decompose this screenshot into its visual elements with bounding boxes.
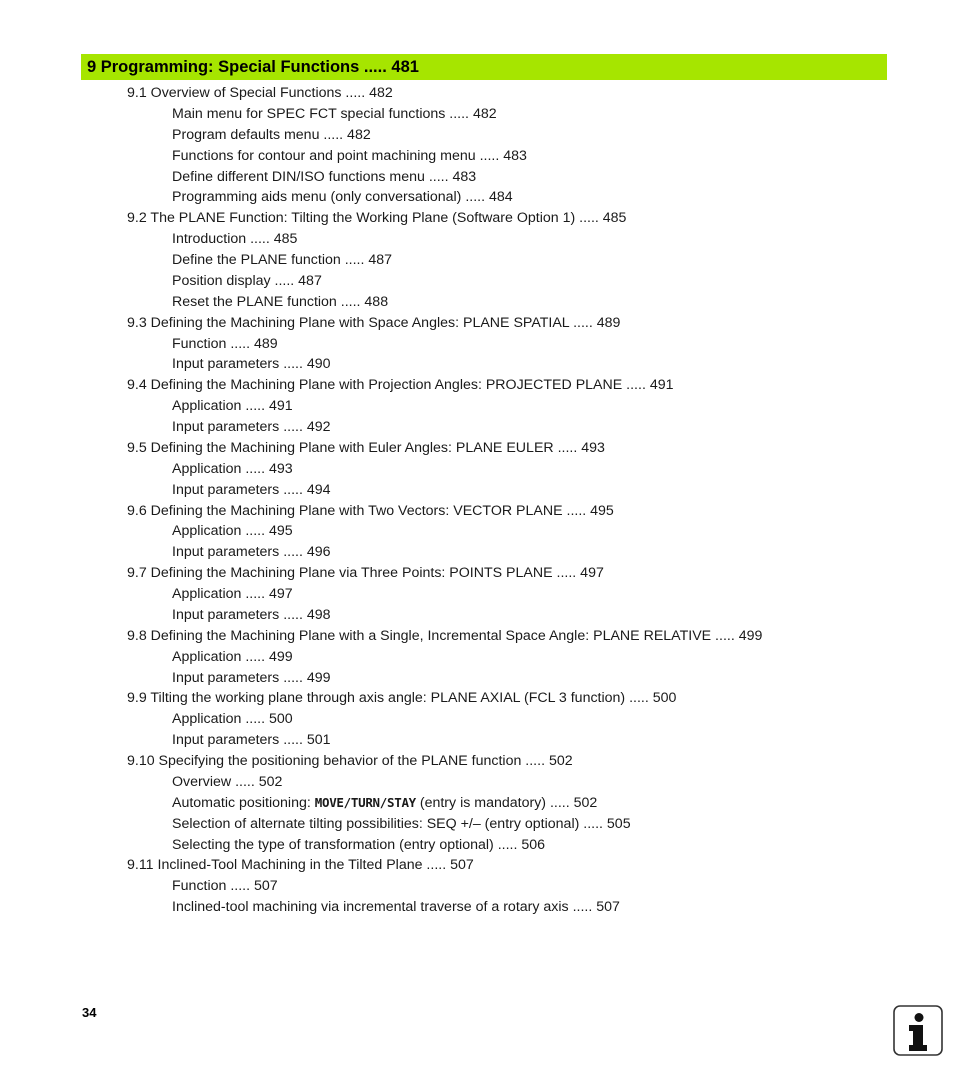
toc-section-entry[interactable]: 9.7 Defining the Machining Plane via Three Points: POINTS PLANE ..... 497 (127, 565, 604, 582)
toc-subsection-entry[interactable]: Programming aids menu (only conversational) ..... 484 (172, 189, 513, 206)
toc-entry-suffix: (entry is mandatory) ..... 502 (415, 794, 598, 811)
toc-subsection-entry[interactable] (0, 793, 954, 814)
toc-subsection-entry[interactable]: Function ..... 489 (172, 335, 278, 352)
toc-subsection-entry[interactable]: Application ..... 497 (172, 586, 293, 602)
toc-subsection-entry[interactable]: Introduction ..... 485 (172, 231, 298, 248)
toc-subsection-entry[interactable]: Inclined-tool machining via incremental traverse of a rotary axis ..... 507 (172, 899, 620, 916)
toc-subsection-entry[interactable]: Define the PLANE function ..... 487 (172, 252, 393, 268)
toc-subsection-entry[interactable]: Position display ..... 487 (172, 272, 322, 289)
toc-subsection-entry[interactable]: Application ..... 495 (172, 523, 293, 540)
toc-subsection-entry[interactable]: Selection of alternate tilting possibilities: SEQ +/– (entry optional) ..... 505 (172, 815, 631, 832)
toc-section-entry[interactable]: 9.3 Defining the Machining Plane with Space Angles: PLANE SPATIAL ..... 489 (127, 314, 621, 331)
toc-section-entry[interactable]: 9.9 Tilting the working plane through axis angle: PLANE AXIAL (FCL 3 function) ..... 500 (127, 690, 677, 707)
toc-entry-text: Automatic positioning: (172, 794, 315, 811)
info-icon (893, 1005, 943, 1056)
toc-subsection-entry[interactable]: Application ..... 493 (172, 460, 293, 477)
toc-subsection-entry[interactable]: Functions for contour and point machining menu ..... 483 (172, 147, 527, 164)
toc-subsection-entry[interactable]: Input parameters ..... 501 (172, 732, 331, 749)
toc-section-entry[interactable]: 9.11 Inclined-Tool Machining in the Tilted Plane ..... 507 (127, 857, 474, 874)
toc-entry-code: MOVE/TURN/STAY (314, 794, 416, 810)
table-of-contents (0, 83, 954, 918)
toc-subsection-entry[interactable]: Input parameters ..... 492 (172, 419, 331, 435)
toc-subsection-entry[interactable]: Input parameters ..... 498 (172, 606, 331, 623)
toc-subsection-entry[interactable]: Program defaults menu ..... 482 (172, 126, 371, 143)
page-number: 34 (82, 1005, 97, 1020)
toc-subsection-entry[interactable]: Main menu for SPEC FCT special functions ..... 482 (172, 105, 497, 122)
toc-subsection-entry[interactable]: Application ..... 500 (172, 711, 293, 728)
toc-subsection-entry[interactable]: Define different DIN/ISO functions menu ..... 483 (172, 168, 477, 185)
toc-subsection-entry[interactable]: Function ..... 507 (172, 878, 278, 895)
toc-section-entry[interactable]: 9.8 Defining the Machining Plane with a Single, Incremental Space Angle: PLANE RELATIVE ..... 499 (127, 627, 763, 644)
toc-subsection-entry[interactable]: Input parameters ..... 499 (172, 669, 331, 686)
toc-subsection-entry[interactable]: Input parameters ..... 490 (172, 356, 331, 373)
toc-section-entry[interactable]: 9.4 Defining the Machining Plane with Projection Angles: PROJECTED PLANE ..... 491 (127, 377, 674, 394)
toc-subsection-entry[interactable]: Reset the PLANE function ..... 488 (172, 293, 389, 310)
toc-section-entry[interactable]: 9.10 Specifying the positioning behavior of the PLANE function ..... 502 (127, 753, 573, 769)
toc-section-entry[interactable]: 9.6 Defining the Machining Plane with Two Vectors: VECTOR PLANE ..... 495 (127, 502, 614, 519)
toc-subsection-entry[interactable]: Input parameters ..... 496 (172, 544, 331, 561)
toc-subsection-entry[interactable]: Application ..... 491 (172, 398, 293, 415)
toc-subsection-entry[interactable]: Input parameters ..... 494 (172, 481, 331, 498)
toc-subsection-entry[interactable]: Overview ..... 502 (172, 773, 283, 790)
toc-subsection-entry[interactable]: Selecting the type of transformation (entry optional) ..... 506 (172, 836, 546, 853)
toc-section-entry[interactable]: 9.1 Overview of Special Functions ..... 482 (127, 85, 393, 101)
toc-section-entry[interactable]: 9.2 The PLANE Function: Tilting the Working Plane (Software Option 1) ..... 485 (127, 210, 627, 227)
toc-section-entry[interactable]: 9.5 Defining the Machining Plane with Euler Angles: PLANE EULER ..... 493 (127, 439, 605, 456)
chapter-heading: 9 Programming: Special Functions ..... 481 (81, 54, 887, 80)
toc-subsection-entry[interactable]: Application ..... 499 (172, 648, 293, 665)
